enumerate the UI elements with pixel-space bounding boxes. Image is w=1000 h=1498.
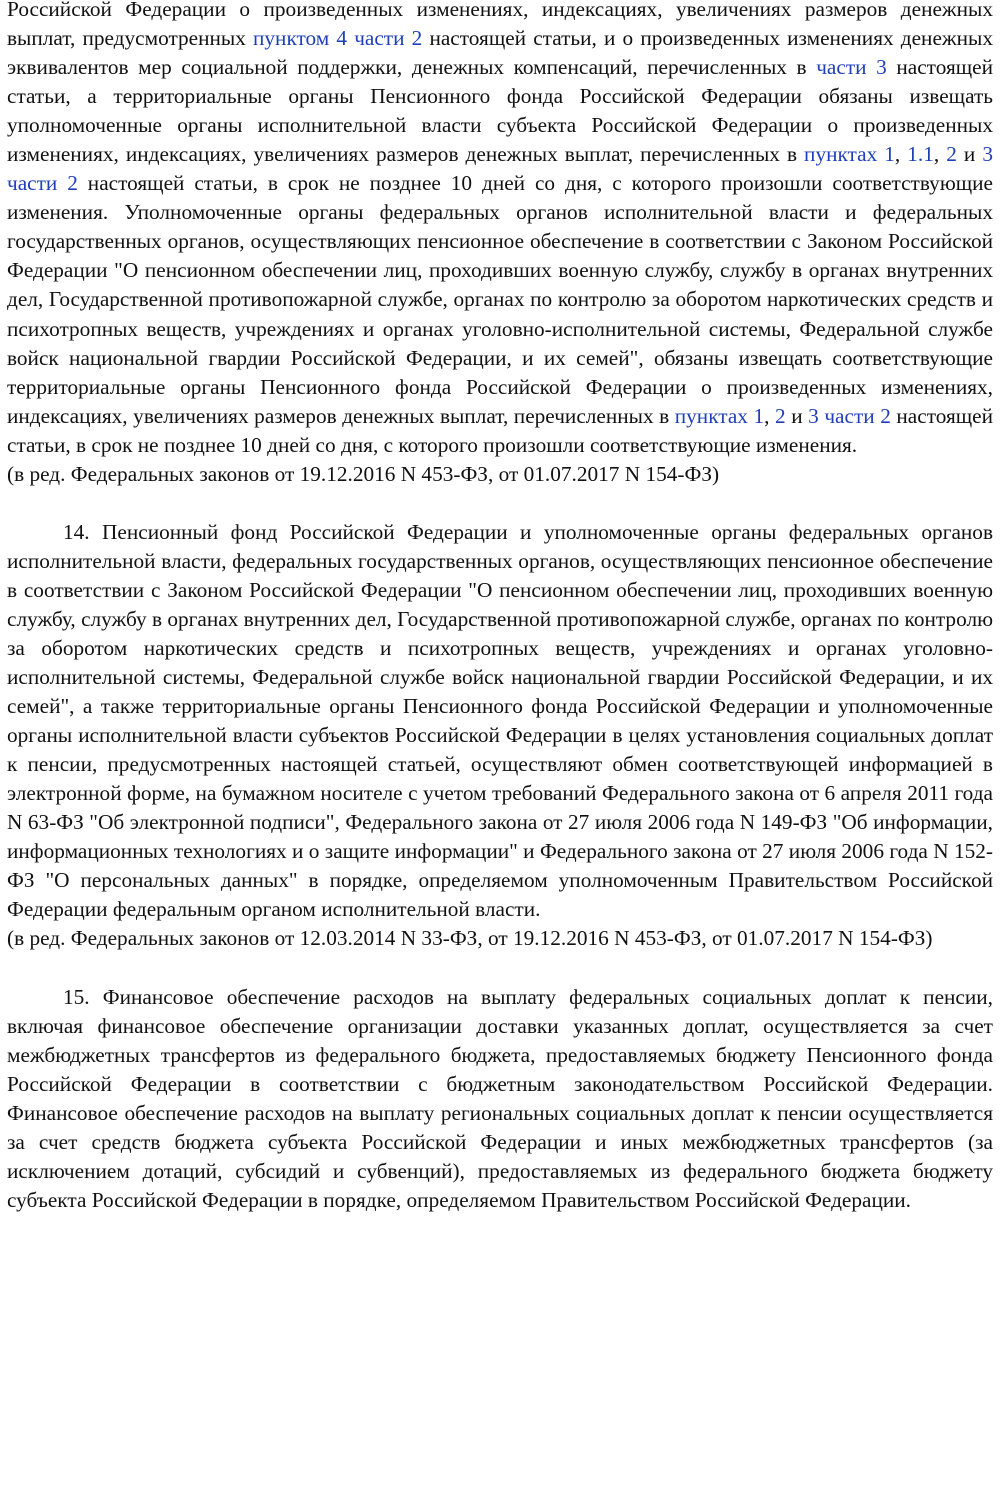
text-run: , bbox=[764, 403, 776, 428]
paragraph-13-continuation bbox=[7, 0, 993, 460]
text-run: и bbox=[785, 403, 809, 428]
edition-note-13: (в ред. Федеральных законов от 19.12.2016 N 453-ФЗ, от 01.07.2017 N 154-ФЗ) bbox=[7, 461, 720, 486]
paragraph-15: 15. Финансовое обеспечение расходов на выплату федеральных социальных доплат к пенсии, включая финансовое обеспечение организации доставки указанных доплат, осуществляется за счет межбюджетных трансфертов из федерального бюджета, предоставляемых бюджету Пенсионного фонда Российской Федерации в соответствии с бюджетным законодательством Российской Федерации. Финансовое обеспечение расходов на выплату региональных социальных доплат к пенсии осуществляется за счет средств бюджета субъекта Российской Федерации и иных межбюджетных трансфертов (за исключением дотаций, субсидий и субвенций), предоставляемых из федерального бюджета бюджету субъекта Российской Федерации в порядке, определяемом Правительством Российской Федерации. bbox=[7, 984, 993, 1212]
text-run: , bbox=[933, 142, 947, 167]
text-run: настоящей статьи, и о произведенных изменениях денежных эквивалентов мер социальной поддержки, денежных компенсаций, перечисленных в bbox=[7, 26, 993, 80]
text-run: настоящей статьи, в срок не позднее 10 дней со дня, с которого произошли соответствующие изменения. bbox=[7, 403, 994, 457]
link-punkt-1-1[interactable]: 1.1 bbox=[907, 142, 934, 167]
text-run: Российской Федерации о произведенных изменениях, индексациях, увеличениях размеров денежных выплат, предусмотренных bbox=[7, 0, 993, 51]
paragraph-14: 14. Пенсионный фонд Российской Федерации и уполномоченные органы федеральных органов исполнительной власти, федеральных государственных органов, осуществляющих пенсионное обеспечение в соответствии с Законом Российской Федерации "О пенсионном обеспечении лиц, проходивших военную службу, службу в органах внутренних дел, Государственной противопожарной службе, органах по контролю за оборотом наркотических средств и психотропных веществ, учреждениях и органах уголовно-исполнительной системы, Федеральной службе войск национальной гвардии Российской Федерации, и их семей", а также территориальные органы Пенсионного фонда Российской Федерации и уполномоченные органы исполнительной власти субъектов Российской Федерации в целях установления социальных доплат к пенсии, предусмотренных настоящей статьей, осуществляют обмен соответствующей информацией в электронной форме, на бумажном носителе с учетом требований Федерального закона от 6 апреля 2011 года N 63-ФЗ "Об электронной подписи", Федерального закона от 27 июля 2006 года N 149-ФЗ "Об информации, информационных технологиях и о защите информации" и Федерального закона от 27 июля 2006 года N 152-ФЗ "О персональных данных" в порядке, определяемом уполномоченным Правительством Российской Федерации федеральным органом исполнительной власти. bbox=[7, 519, 993, 922]
link-punkt-3-chasti-2-second[interactable]: 3 части 2 bbox=[808, 403, 891, 428]
link-punkt-3-chasti-2[interactable]: 3 части 2 bbox=[7, 142, 994, 196]
text-run: и bbox=[956, 142, 983, 167]
text-run: настоящей статьи, в срок не позднее 10 дней со дня, с которого произошли соответствующие изменения. Уполномоченные органы федеральных органов исполнительной власти и федеральных государственных органов, осуществляющих пенсионное обеспечение в соответствии с Законом Российской Федерации "О пенсионном обеспечении лиц, проходивших военную службу, службу в органах внутренних дел, Государственной противопожарной службе, органах по контролю за оборотом наркотических средств и психотропных веществ, учреждениях и органах уголовно-исполнительной системы, Федеральной службе войск национальной гвардии Российской Федерации, и их семей", обязаны извещать соответствующие территориальные органы Пенсионного фонда Российской Федерации о произведенных изменениях, индексациях, увеличениях размеров денежных выплат, перечисленных в bbox=[7, 171, 993, 428]
link-punkt-1-second[interactable]: пунктах 1 bbox=[674, 403, 765, 428]
text-run: , bbox=[894, 142, 908, 167]
link-punkt-1[interactable]: пунктах 1 bbox=[804, 142, 895, 167]
link-punkt-2[interactable]: 2 bbox=[946, 142, 957, 167]
link-punkt-4-chasti-2[interactable]: пунктом 4 части 2 bbox=[253, 26, 423, 51]
text-run: настоящей статьи, а территориальные органы Пенсионного фонда Российской Федерации обязаны извещать уполномоченные органы исполнительной власти субъекта Российской Федерации о произведенных изменениях, индексациях, увеличениях размеров денежных выплат, перечисленных в bbox=[7, 55, 993, 167]
edition-note-14: (в ред. Федеральных законов от 12.03.2014 N 33-ФЗ, от 19.12.2016 N 453-ФЗ, от 01.07.2017 N 154-ФЗ) bbox=[7, 926, 933, 951]
link-punkt-2-second[interactable]: 2 bbox=[775, 403, 786, 428]
link-chasti-3[interactable]: части 3 bbox=[816, 55, 887, 80]
